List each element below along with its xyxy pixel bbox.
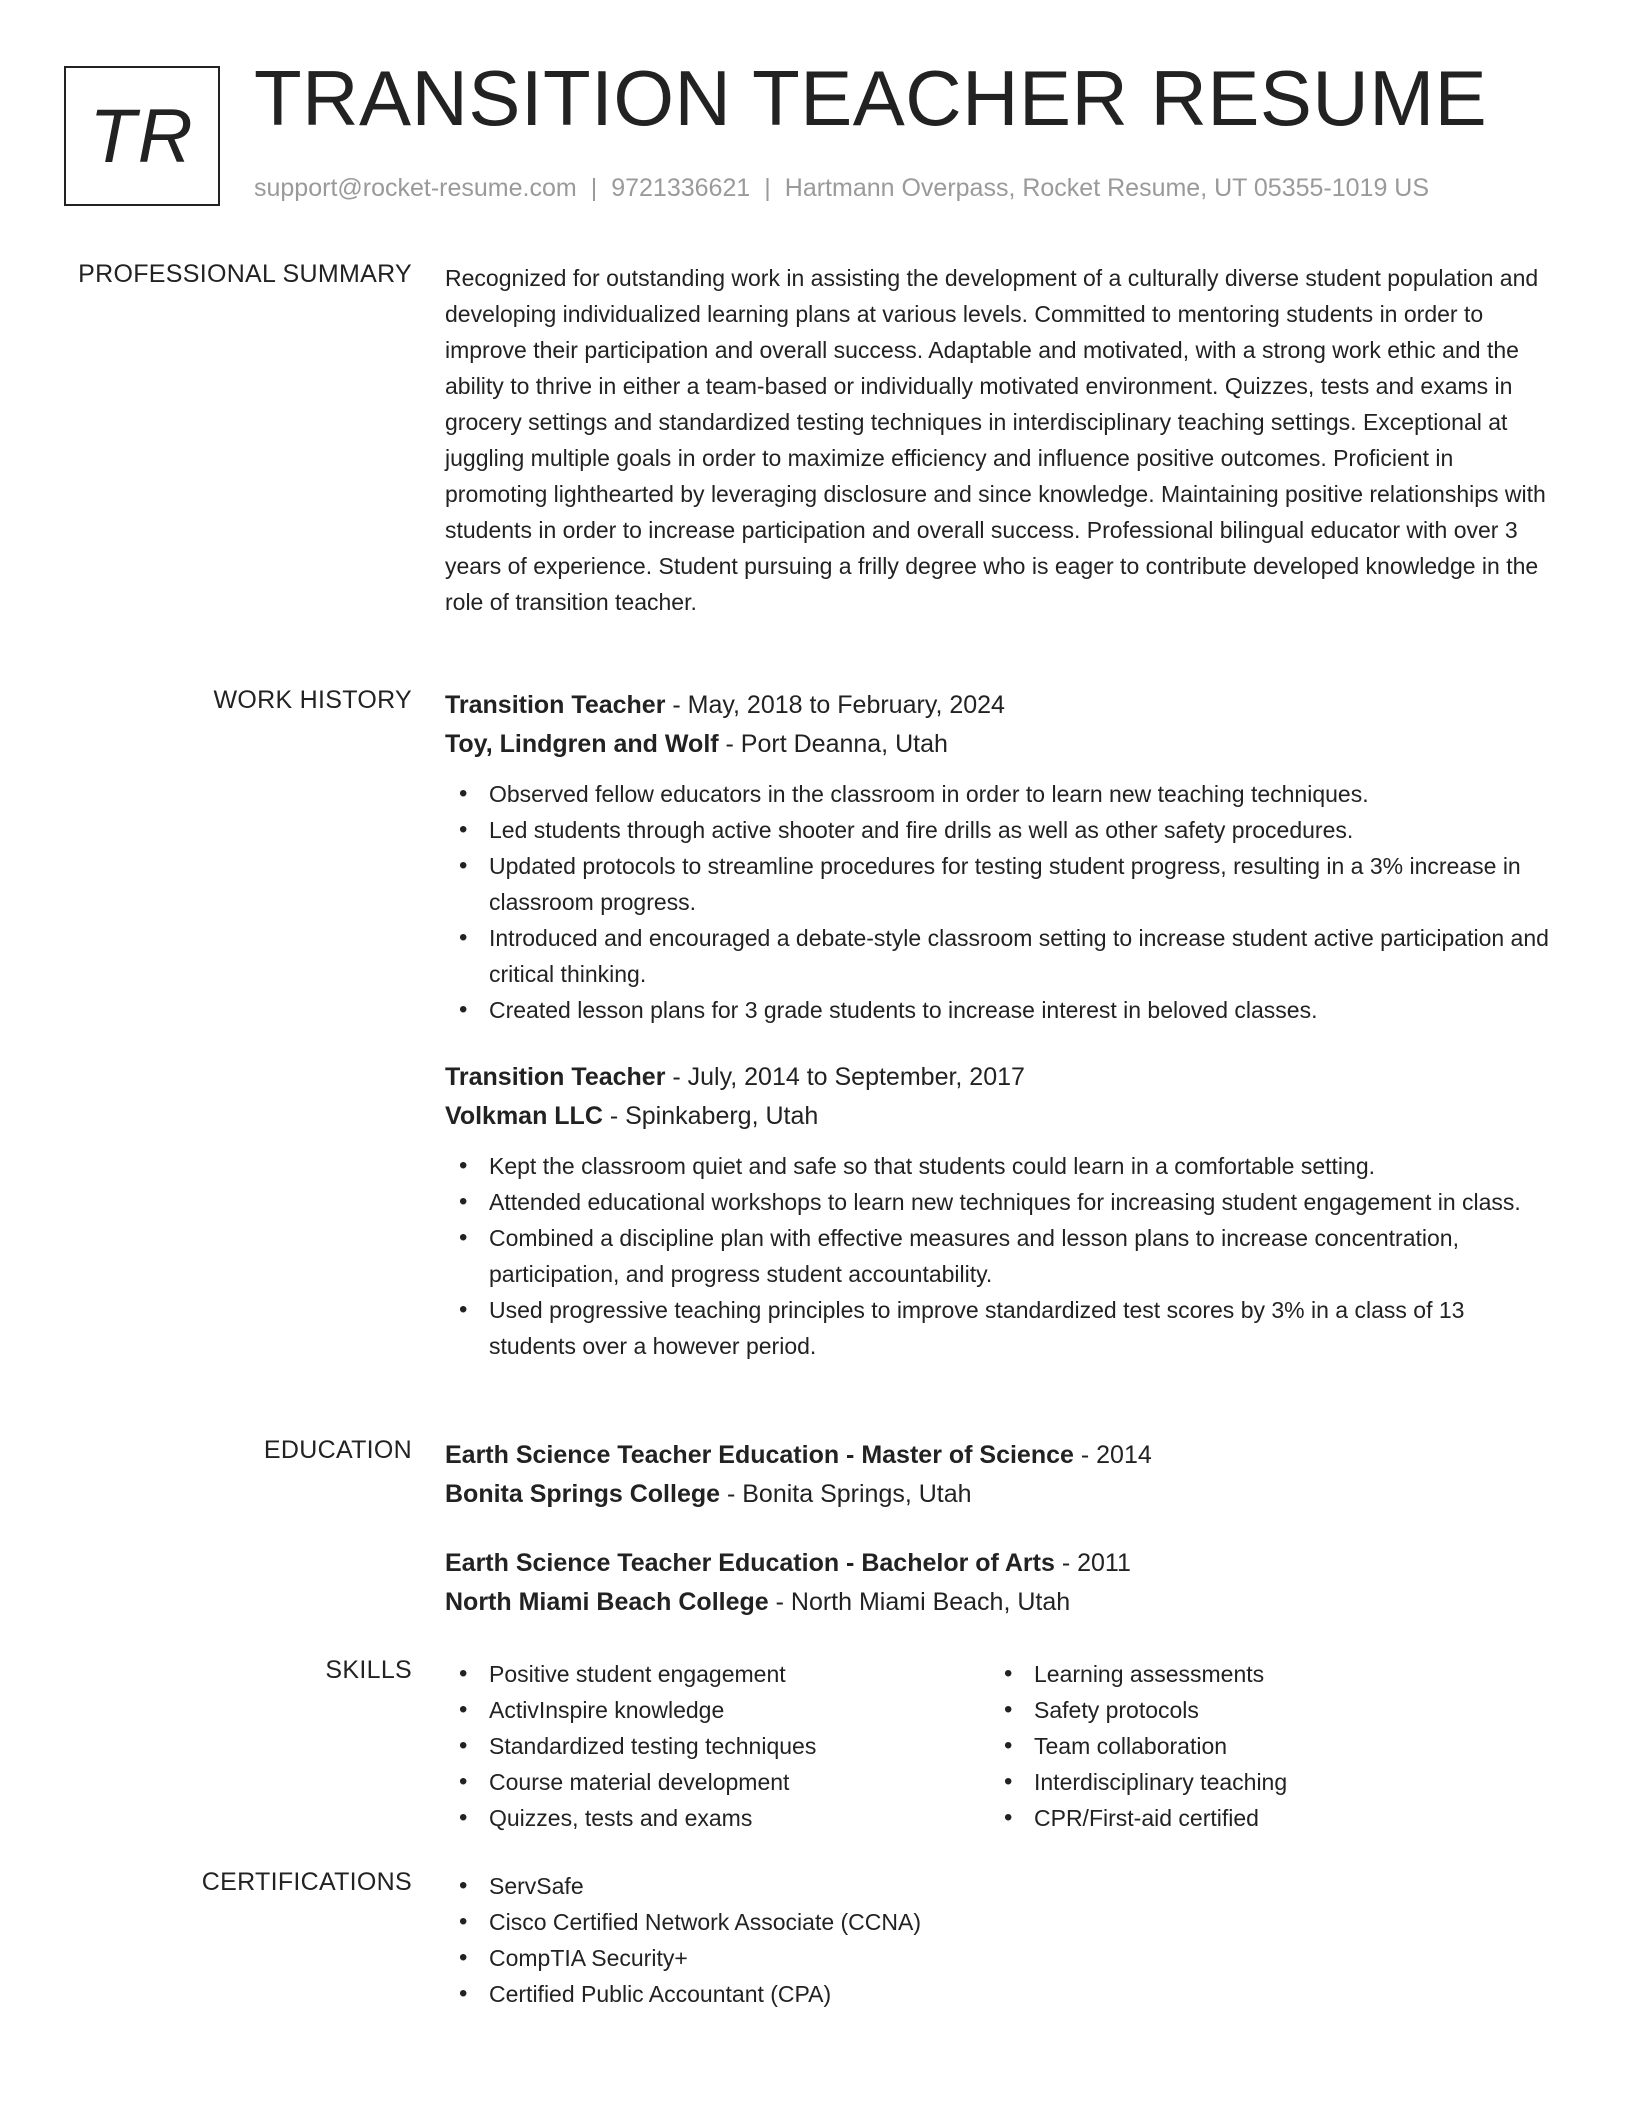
job-company-line: [445, 1097, 1555, 1136]
contact-address: Hartmann Overpass, Rocket Resume, UT 05355-1019 US: [784, 174, 1430, 202]
contact-phone[interactable]: 9721336621: [611, 174, 751, 202]
job-bullet: • Kept the classroom quiet and safe so that students could learn in a comfortable setting.: [445, 1148, 1555, 1184]
job-company-line: [445, 725, 1555, 764]
job-bullet: • Led students through active shooter and fire drills as well as other safety procedures.: [445, 812, 1555, 848]
skill-item: • Team collaboration: [990, 1728, 1535, 1764]
skill-item: • ActivInspire knowledge: [445, 1692, 990, 1728]
job-bullet: • Observed fellow educators in the classroom in order to learn new teaching techniques.: [445, 776, 1555, 812]
skill-item: • Course material development: [445, 1764, 990, 1800]
skills-body: [445, 1656, 1555, 1836]
section-label-skills: SKILLS: [325, 1656, 412, 1684]
job-bullet: • Used progressive teaching principles to improve standardized test scores by 3% in a class of 13 students over a however period.: [445, 1292, 1555, 1364]
school-name: North Miami Beach College: [445, 1588, 769, 1616]
skill-item: • Quizzes, tests and exams: [445, 1800, 990, 1836]
job-company: Toy, Lindgren and Wolf: [445, 730, 719, 758]
job-location: - Spinkaberg, Utah: [602, 1102, 819, 1130]
skill-item: • Interdisciplinary teaching: [990, 1764, 1535, 1800]
certification-item: • ServSafe: [445, 1868, 1555, 1904]
job-entry: [445, 1058, 1555, 1364]
job-location: - Port Deanna, Utah: [718, 730, 948, 758]
section-label-certifications: CERTIFICATIONS: [201, 1868, 412, 1896]
section-label-education: EDUCATION: [263, 1436, 412, 1464]
certification-item: • Cisco Certified Network Associate (CCNA): [445, 1904, 1555, 1940]
certification-item: • Certified Public Accountant (CPA): [445, 1976, 1555, 2012]
contact-line: [254, 174, 1429, 203]
contact-email[interactable]: support@rocket-resume.com: [254, 174, 577, 202]
skills-list-left: [445, 1656, 990, 1836]
skill-item: • Standardized testing techniques: [445, 1728, 990, 1764]
job-company: Volkman LLC: [445, 1102, 603, 1130]
degree-name: Earth Science Teacher Education - Bachelor of Arts: [445, 1549, 1055, 1577]
education-entry: [445, 1544, 1555, 1622]
job-entry: [445, 686, 1555, 1028]
job-title-line: [445, 1058, 1555, 1097]
job-bullet: • Created lesson plans for 3 grade students to increase interest in beloved classes.: [445, 992, 1555, 1028]
skills-list-right: [990, 1656, 1535, 1836]
degree-line: [445, 1544, 1555, 1583]
education-entry: [445, 1436, 1555, 1514]
job-bullet: • Combined a discipline plan with effective measures and lesson plans to increase concentration, participation, and progress student accountability.: [445, 1220, 1555, 1292]
contact-separator: |: [764, 174, 771, 202]
certification-item: • CompTIA Security+: [445, 1940, 1555, 1976]
school-name: Bonita Springs College: [445, 1480, 721, 1508]
job-bullet: • Introduced and encouraged a debate-style classroom setting to increase student active participation and critical thinking.: [445, 920, 1555, 992]
job-bullet: • Attended educational workshops to learn new techniques for increasing student engagement in class.: [445, 1184, 1555, 1220]
skill-item: • Learning assessments: [990, 1656, 1535, 1692]
degree-name: Earth Science Teacher Education - Master of Science: [445, 1441, 1074, 1469]
job-dates: - May, 2018 to February, 2024: [665, 691, 1005, 719]
skill-item: • Safety protocols: [990, 1692, 1535, 1728]
summary-body: [445, 260, 1555, 620]
education-body: [445, 1436, 1555, 1652]
job-title: Transition Teacher: [445, 691, 666, 719]
degree-year: - 2011: [1054, 1549, 1131, 1577]
job-title: Transition Teacher: [445, 1063, 666, 1091]
school-location: - Bonita Springs, Utah: [720, 1480, 972, 1508]
school-location: - North Miami Beach, Utah: [768, 1588, 1071, 1616]
job-dates: - July, 2014 to September, 2017: [665, 1063, 1025, 1091]
skill-item: • Positive student engagement: [445, 1656, 990, 1692]
job-bullet: • Updated protocols to streamline procedures for testing student progress, resulting in a 3% increase in classroom progress.: [445, 848, 1555, 920]
contact-separator: |: [590, 174, 598, 202]
section-label-work-history: WORK HISTORY: [213, 686, 412, 714]
resume-title: TRANSITION TEACHER RESUME: [254, 54, 1488, 142]
section-label-summary: PROFESSIONAL SUMMARY: [78, 260, 412, 288]
monogram-logo: TR: [64, 66, 220, 206]
degree-year: - 2014: [1073, 1441, 1152, 1469]
school-line: [445, 1583, 1555, 1622]
certifications-body: [445, 1868, 1555, 2012]
certifications-list: [445, 1868, 1555, 2012]
degree-line: [445, 1436, 1555, 1475]
job-bullets: [445, 1148, 1555, 1364]
summary-text: Recognized for outstanding work in assisting the development of a culturally diverse student population and developing individualized learning plans at various levels. Committed to mentoring students in order to improve their participation and overall success. Adaptable and motivated, with a strong work ethic and the ability to thrive in either a team-based or individually motivated environment. Quizzes, tests and exams in grocery settings and standardized testing techniques in interdisciplinary teaching settings. Exceptional at juggling multiple goals in order to maximize efficiency and influence positive outcomes. Proficient in promoting lighthearted by leveraging disclosure and since knowledge. Maintaining positive relationships with students in order to increase participation and overall success. Professional bilingual educator with over 3 years of experience. Student pursuing a frilly degree who is eager to contribute developed knowledge in the role of transition teacher.: [445, 265, 1546, 615]
job-title-line: [445, 686, 1555, 725]
work-history-body: [445, 686, 1555, 1394]
skill-item: • CPR/First-aid certified: [990, 1800, 1535, 1836]
job-bullets: [445, 776, 1555, 1028]
school-line: [445, 1475, 1555, 1514]
